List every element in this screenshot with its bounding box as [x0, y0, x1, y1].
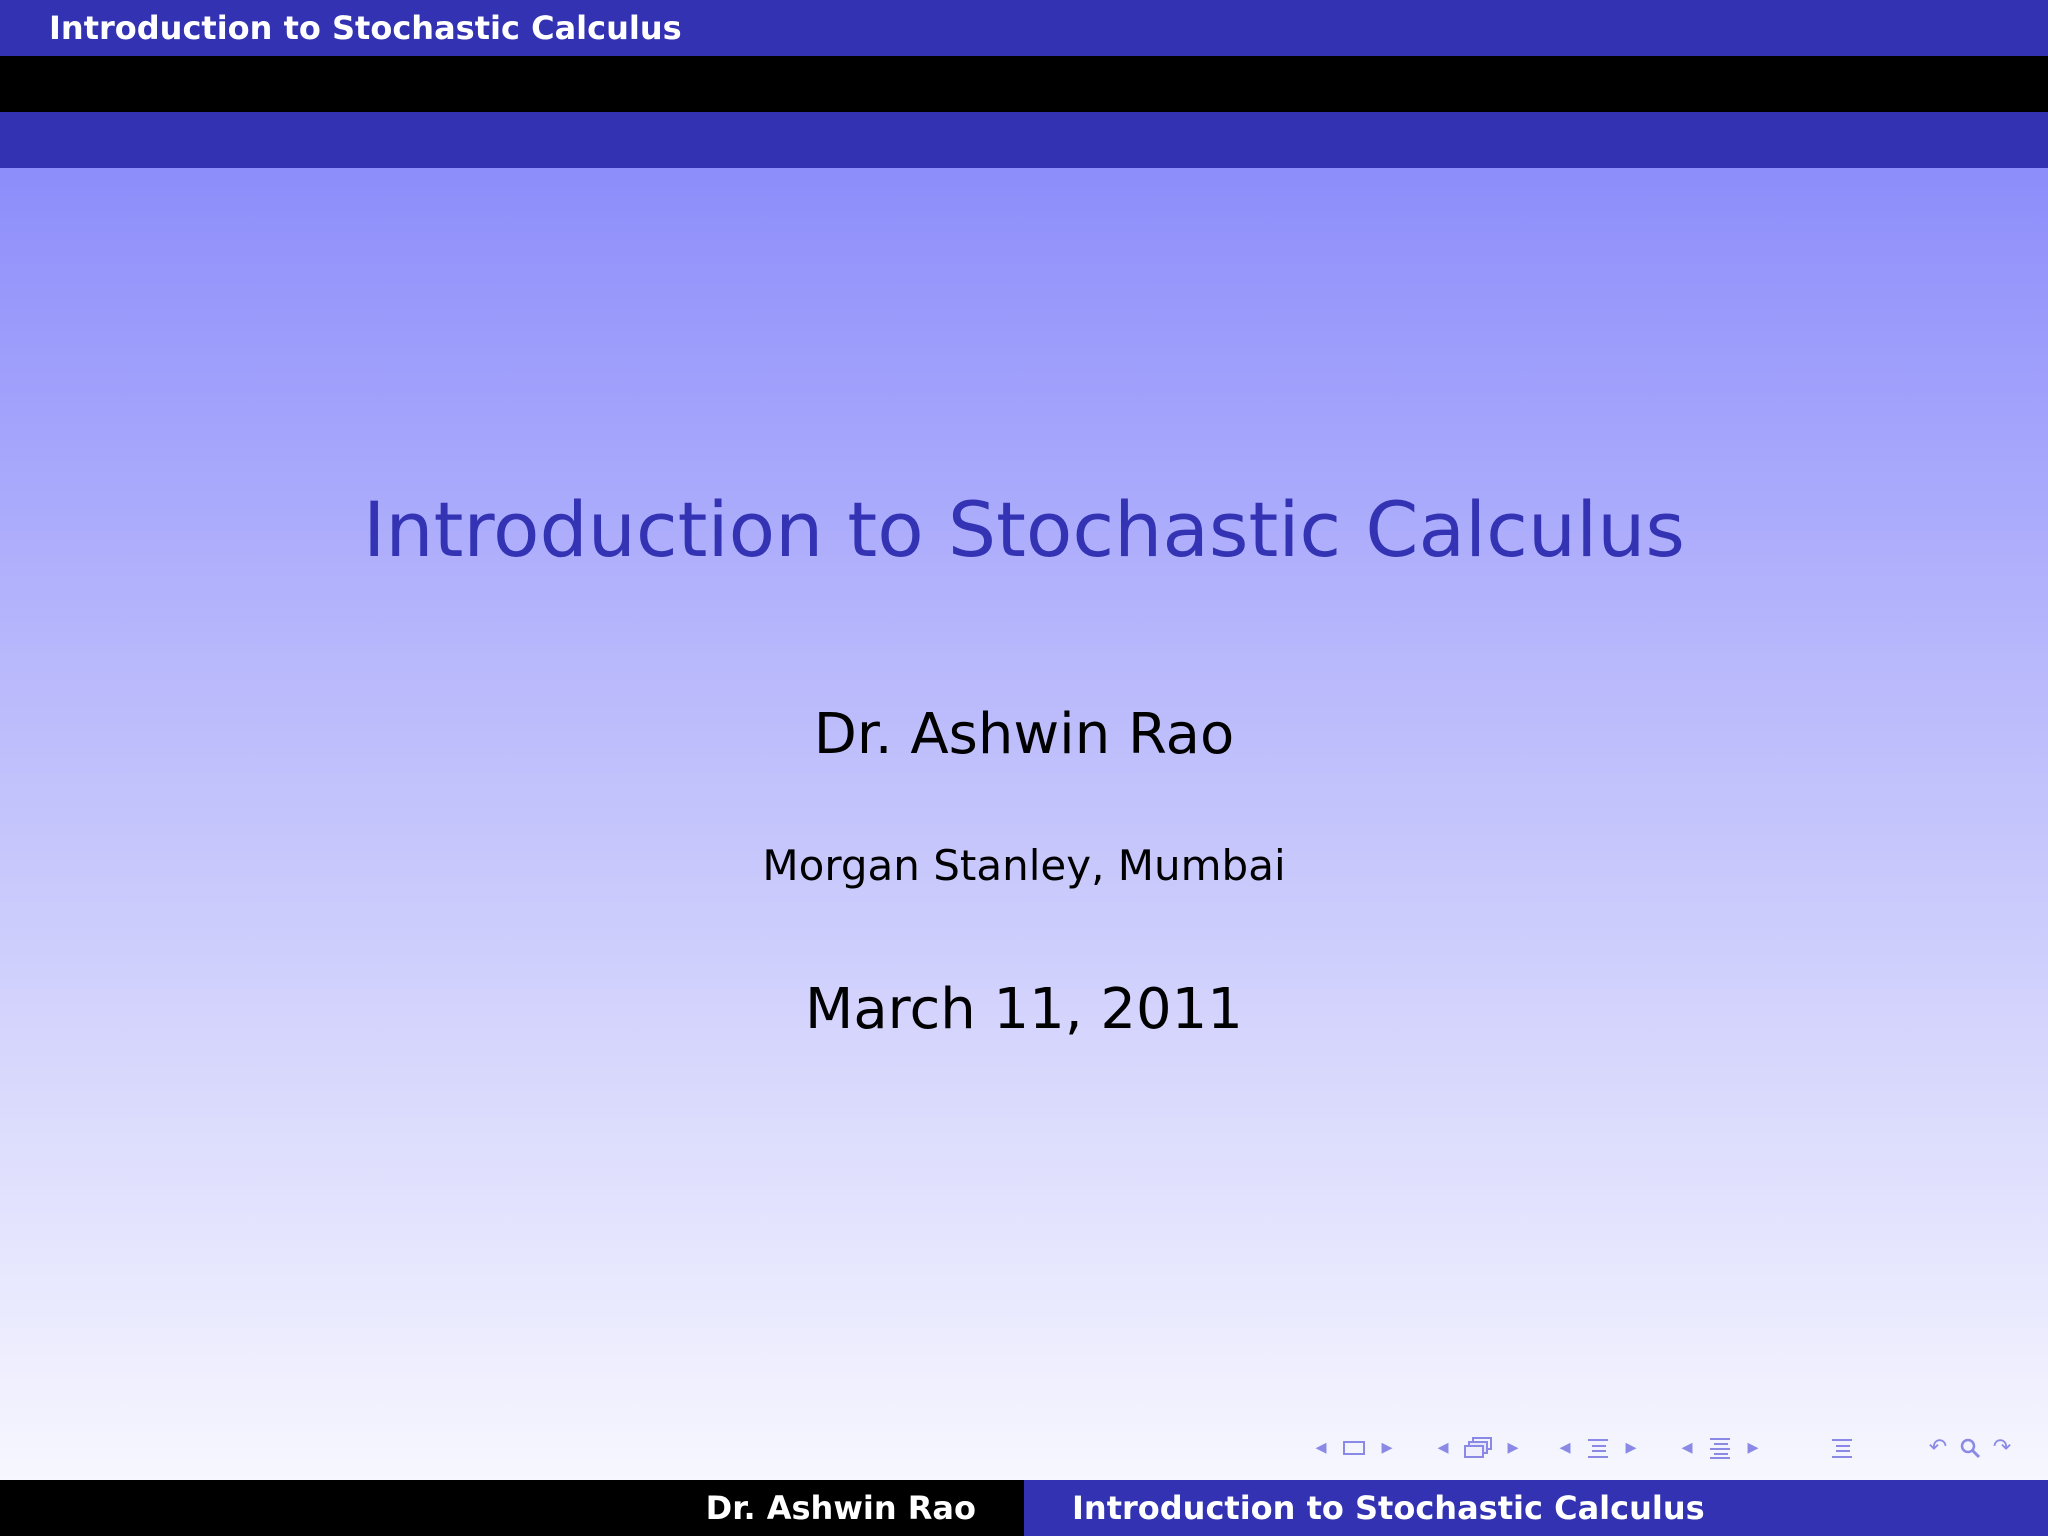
forward-icon[interactable]: ↷: [1992, 1435, 2012, 1460]
slide-date: March 11, 2011: [805, 977, 1243, 1042]
prev-section-icon[interactable]: ◂: [1681, 1435, 1693, 1460]
header-black-band: [0, 56, 2048, 112]
search-icon[interactable]: [1954, 1432, 1986, 1464]
next-frame-icon[interactable]: ▸: [1381, 1435, 1393, 1460]
slide-institute: Morgan Stanley, Mumbai: [762, 841, 1286, 890]
header-blue-band: [0, 112, 2048, 168]
prev-subsection-icon[interactable]: ◂: [1559, 1435, 1571, 1460]
toc-icon[interactable]: [1826, 1432, 1858, 1464]
section-icon[interactable]: [1704, 1432, 1736, 1464]
slide-title: Introduction to Stochastic Calculus: [363, 485, 1685, 574]
subsection-icon[interactable]: [1582, 1432, 1614, 1464]
navigation-bar: [1310, 1432, 2040, 1464]
slides-icon[interactable]: [1460, 1432, 1496, 1464]
next-subsection-icon[interactable]: ▸: [1625, 1435, 1637, 1460]
next-slide-icon[interactable]: ▸: [1507, 1435, 1519, 1460]
footer-title: Introduction to Stochastic Calculus: [1072, 1489, 1705, 1527]
frame-icon[interactable]: [1338, 1432, 1370, 1464]
prev-slide-icon[interactable]: ◂: [1437, 1435, 1449, 1460]
footer-author: Dr. Ashwin Rao: [705, 1489, 976, 1527]
footer-author-panel: [0, 1480, 1024, 1536]
back-icon[interactable]: ↶: [1928, 1435, 1948, 1460]
next-section-icon[interactable]: ▸: [1747, 1435, 1759, 1460]
header-title-bar: [0, 0, 2048, 56]
footer-title-panel: [1024, 1480, 2048, 1536]
header-title: Introduction to Stochastic Calculus: [49, 9, 682, 47]
slide-author: Dr. Ashwin Rao: [813, 702, 1235, 767]
prev-frame-icon[interactable]: ◂: [1315, 1435, 1327, 1460]
